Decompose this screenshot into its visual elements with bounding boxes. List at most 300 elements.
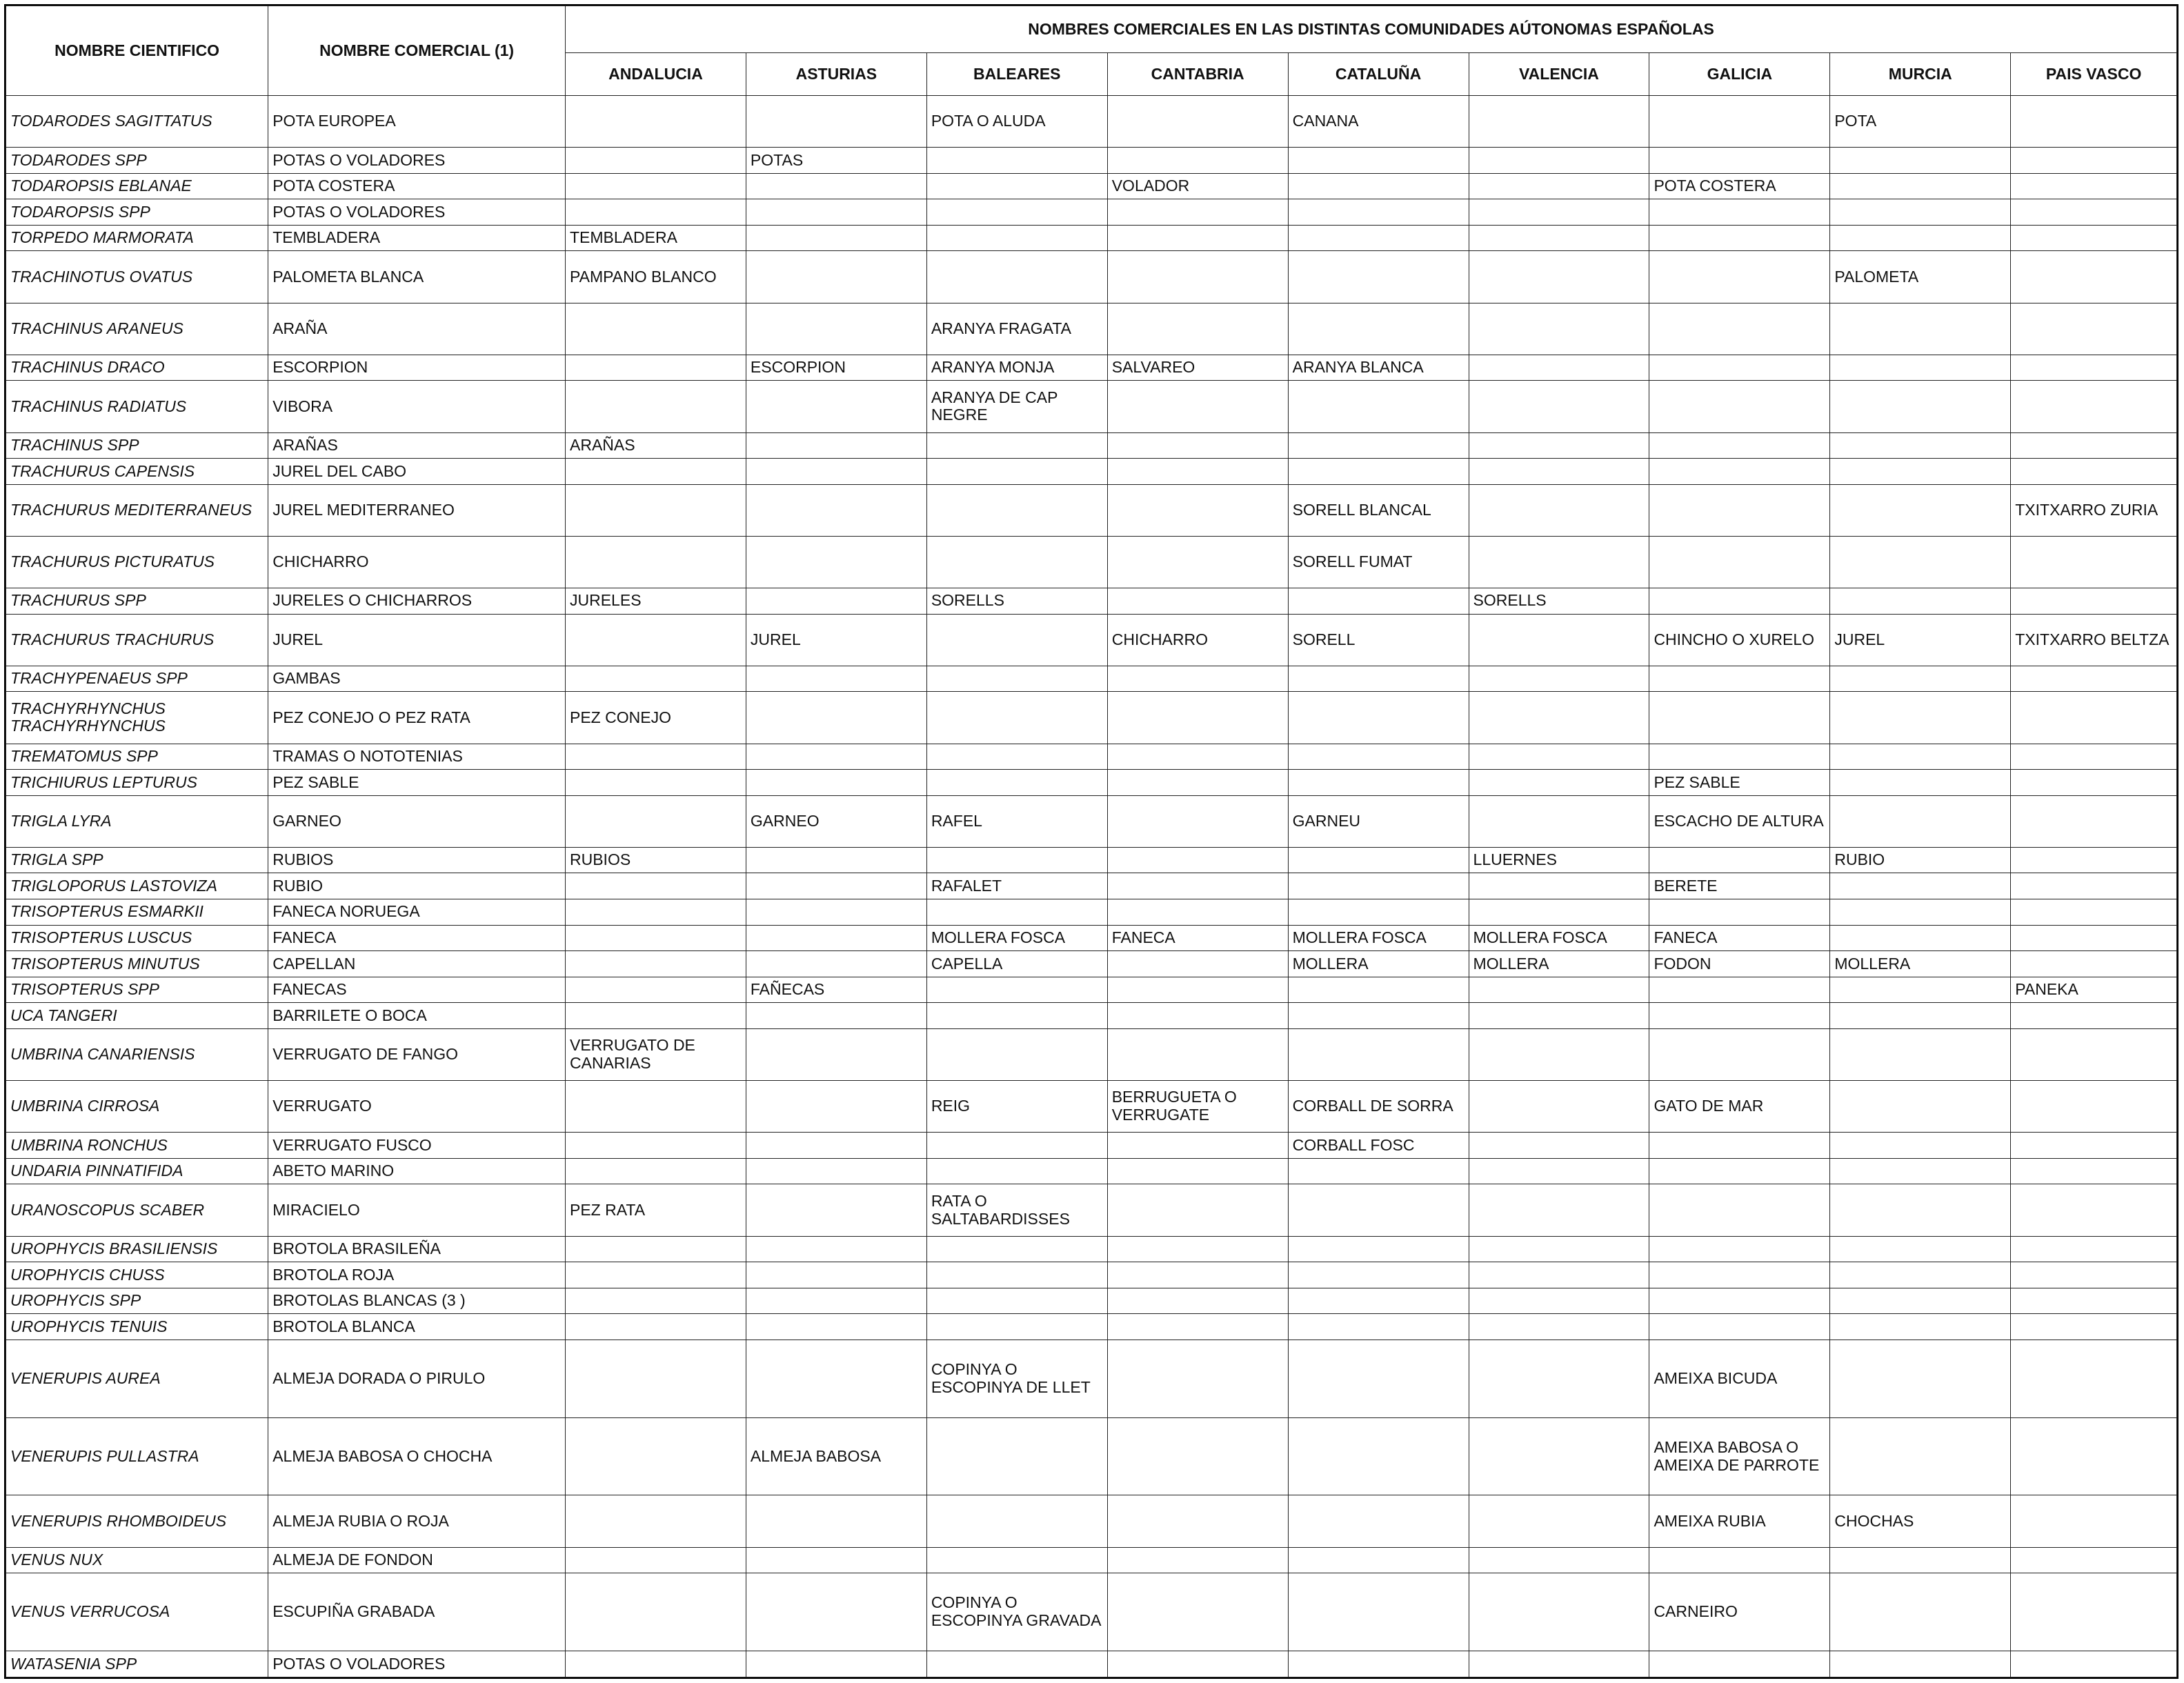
cataluna-cell bbox=[1288, 1314, 1469, 1340]
table-row bbox=[6, 303, 2177, 355]
cantabria-cell bbox=[1107, 666, 1288, 692]
murcia-cell bbox=[1830, 1133, 2011, 1159]
commercial-name-cell: BARRILETE O BOCA bbox=[268, 1003, 566, 1029]
scientific-name-cell: TRACHINOTUS OVATUS bbox=[6, 251, 268, 303]
murcia-cell: RUBIO bbox=[1830, 847, 2011, 873]
cantabria-cell: FANECA bbox=[1107, 925, 1288, 951]
valencia-cell bbox=[1469, 1288, 1649, 1314]
murcia-cell bbox=[1830, 744, 2011, 770]
commercial-name-cell: POTAS O VOLADORES bbox=[268, 148, 566, 174]
valencia-cell bbox=[1469, 692, 1649, 744]
valencia-cell bbox=[1469, 1184, 1649, 1236]
valencia-cell bbox=[1469, 1651, 1649, 1677]
asturias-cell bbox=[746, 303, 926, 355]
table-row bbox=[6, 1495, 2177, 1547]
pais-vasco-cell bbox=[2011, 1262, 2177, 1288]
asturias-cell bbox=[746, 1184, 926, 1236]
scientific-name-cell: TODARODES SPP bbox=[6, 148, 268, 174]
andalucia-cell bbox=[566, 770, 746, 796]
baleares-cell: RAFALET bbox=[926, 873, 1107, 899]
murcia-cell bbox=[1830, 484, 2011, 536]
scientific-name-cell: WATASENIA SPP bbox=[6, 1651, 268, 1677]
valencia-cell bbox=[1469, 536, 1649, 588]
baleares-cell bbox=[926, 536, 1107, 588]
commercial-name-cell: RUBIOS bbox=[268, 847, 566, 873]
valencia-cell bbox=[1469, 1495, 1649, 1547]
scientific-name-cell: TODARODES SAGITTATUS bbox=[6, 96, 268, 148]
galicia-cell: AMEIXA RUBIA bbox=[1649, 1495, 1830, 1547]
scientific-name-cell: TREMATOMUS SPP bbox=[6, 744, 268, 770]
valencia-cell: SORELLS bbox=[1469, 588, 1649, 615]
galicia-cell bbox=[1649, 588, 1830, 615]
valencia-cell bbox=[1469, 96, 1649, 148]
murcia-cell bbox=[1830, 1184, 2011, 1236]
asturias-cell bbox=[746, 1495, 926, 1547]
pais-vasco-cell bbox=[2011, 873, 2177, 899]
asturias-cell bbox=[746, 1573, 926, 1651]
pais-vasco-cell bbox=[2011, 795, 2177, 847]
valencia-cell bbox=[1469, 1028, 1649, 1080]
murcia-cell bbox=[1830, 199, 2011, 226]
species-names-table-sheet bbox=[4, 4, 2178, 1679]
valencia-cell bbox=[1469, 459, 1649, 485]
commercial-name-cell: POTA EUROPEA bbox=[268, 96, 566, 148]
andalucia-cell bbox=[566, 744, 746, 770]
cantabria-cell bbox=[1107, 1417, 1288, 1495]
andalucia-cell bbox=[566, 536, 746, 588]
commercial-name-cell: GAMBAS bbox=[268, 666, 566, 692]
pais-vasco-cell bbox=[2011, 1547, 2177, 1573]
cantabria-cell bbox=[1107, 873, 1288, 899]
cantabria-cell bbox=[1107, 692, 1288, 744]
valencia-cell bbox=[1469, 1340, 1649, 1417]
scientific-name-cell: TRACHURUS SPP bbox=[6, 588, 268, 615]
galicia-cell bbox=[1649, 744, 1830, 770]
asturias-cell bbox=[746, 96, 926, 148]
asturias-cell: JUREL bbox=[746, 614, 926, 666]
cataluna-cell: SORELL bbox=[1288, 614, 1469, 666]
scientific-name-cell: URANOSCOPUS SCABER bbox=[6, 1184, 268, 1236]
andalucia-cell bbox=[566, 1547, 746, 1573]
cantabria-cell bbox=[1107, 199, 1288, 226]
asturias-cell bbox=[746, 588, 926, 615]
header-regional-names-group: NOMBRES COMERCIALES EN LAS DISTINTAS COMUNIDADES AÚTONOMAS ESPAÑOLAS bbox=[566, 6, 2177, 53]
header-region-cataluna: CATALUÑA bbox=[1288, 53, 1469, 96]
table-row bbox=[6, 1417, 2177, 1495]
cataluna-cell bbox=[1288, 899, 1469, 926]
andalucia-cell bbox=[566, 96, 746, 148]
galicia-cell bbox=[1649, 1003, 1830, 1029]
andalucia-cell bbox=[566, 666, 746, 692]
murcia-cell bbox=[1830, 1236, 2011, 1262]
murcia-cell bbox=[1830, 925, 2011, 951]
valencia-cell bbox=[1469, 1158, 1649, 1184]
galicia-cell: AMEIXA BABOSA O AMEIXA DE PARROTE bbox=[1649, 1417, 1830, 1495]
asturias-cell bbox=[746, 925, 926, 951]
header-commercial-name: NOMBRE COMERCIAL (1) bbox=[268, 6, 566, 96]
galicia-cell bbox=[1649, 1158, 1830, 1184]
baleares-cell bbox=[926, 484, 1107, 536]
baleares-cell bbox=[926, 977, 1107, 1003]
cantabria-cell bbox=[1107, 432, 1288, 459]
valencia-cell bbox=[1469, 899, 1649, 926]
andalucia-cell bbox=[566, 1288, 746, 1314]
table-row bbox=[6, 873, 2177, 899]
pais-vasco-cell bbox=[2011, 1417, 2177, 1495]
commercial-name-cell: ESCUPIÑA GRABADA bbox=[268, 1573, 566, 1651]
andalucia-cell bbox=[566, 1417, 746, 1495]
table-row bbox=[6, 977, 2177, 1003]
table-row bbox=[6, 614, 2177, 666]
galicia-cell bbox=[1649, 1184, 1830, 1236]
valencia-cell bbox=[1469, 1314, 1649, 1340]
table-row bbox=[6, 1184, 2177, 1236]
valencia-cell bbox=[1469, 484, 1649, 536]
andalucia-cell: RUBIOS bbox=[566, 847, 746, 873]
andalucia-cell bbox=[566, 1262, 746, 1288]
andalucia-cell: TEMBLADERA bbox=[566, 225, 746, 251]
scientific-name-cell: VENERUPIS PULLASTRA bbox=[6, 1417, 268, 1495]
valencia-cell bbox=[1469, 1417, 1649, 1495]
pais-vasco-cell bbox=[2011, 148, 2177, 174]
baleares-cell: MOLLERA FOSCA bbox=[926, 925, 1107, 951]
pais-vasco-cell bbox=[2011, 199, 2177, 226]
galicia-cell bbox=[1649, 977, 1830, 1003]
commercial-name-cell: GARNEO bbox=[268, 795, 566, 847]
galicia-cell bbox=[1649, 899, 1830, 926]
galicia-cell bbox=[1649, 1651, 1830, 1677]
andalucia-cell bbox=[566, 795, 746, 847]
murcia-cell bbox=[1830, 148, 2011, 174]
asturias-cell: ALMEJA BABOSA bbox=[746, 1417, 926, 1495]
cantabria-cell bbox=[1107, 1651, 1288, 1677]
baleares-cell bbox=[926, 251, 1107, 303]
scientific-name-cell: TRACHINUS RADIATUS bbox=[6, 381, 268, 432]
pais-vasco-cell bbox=[2011, 536, 2177, 588]
commercial-name-cell: CHICHARRO bbox=[268, 536, 566, 588]
pais-vasco-cell: TXITXARRO BELTZA bbox=[2011, 614, 2177, 666]
table-body bbox=[6, 96, 2177, 1677]
galicia-cell bbox=[1649, 303, 1830, 355]
commercial-name-cell: PALOMETA BLANCA bbox=[268, 251, 566, 303]
table-row bbox=[6, 1158, 2177, 1184]
cantabria-cell bbox=[1107, 1003, 1288, 1029]
commercial-name-cell: ALMEJA DE FONDON bbox=[268, 1547, 566, 1573]
pais-vasco-cell bbox=[2011, 951, 2177, 977]
baleares-cell bbox=[926, 847, 1107, 873]
valencia-cell bbox=[1469, 199, 1649, 226]
commercial-name-cell: ABETO MARINO bbox=[268, 1158, 566, 1184]
andalucia-cell bbox=[566, 1340, 746, 1417]
pais-vasco-cell bbox=[2011, 1184, 2177, 1236]
baleares-cell: COPINYA O ESCOPINYA DE LLET bbox=[926, 1340, 1107, 1417]
cataluna-cell bbox=[1288, 173, 1469, 199]
table-row bbox=[6, 251, 2177, 303]
commercial-name-cell: BROTOLA ROJA bbox=[268, 1262, 566, 1288]
murcia-cell bbox=[1830, 899, 2011, 926]
pais-vasco-cell bbox=[2011, 1314, 2177, 1340]
scientific-name-cell: TORPEDO MARMORATA bbox=[6, 225, 268, 251]
andalucia-cell bbox=[566, 1236, 746, 1262]
galicia-cell bbox=[1649, 459, 1830, 485]
asturias-cell bbox=[746, 899, 926, 926]
cataluna-cell bbox=[1288, 1573, 1469, 1651]
cantabria-cell bbox=[1107, 148, 1288, 174]
galicia-cell bbox=[1649, 432, 1830, 459]
cataluna-cell: ARANYA BLANCA bbox=[1288, 355, 1469, 381]
cataluna-cell: CORBALL FOSC bbox=[1288, 1133, 1469, 1159]
pais-vasco-cell bbox=[2011, 1028, 2177, 1080]
cantabria-cell bbox=[1107, 1184, 1288, 1236]
baleares-cell bbox=[926, 1158, 1107, 1184]
galicia-cell bbox=[1649, 381, 1830, 432]
asturias-cell bbox=[746, 381, 926, 432]
baleares-cell bbox=[926, 1262, 1107, 1288]
commercial-name-cell: ALMEJA BABOSA O CHOCHA bbox=[268, 1417, 566, 1495]
table-row bbox=[6, 925, 2177, 951]
scientific-name-cell: TRIGLOPORUS LASTOVIZA bbox=[6, 873, 268, 899]
andalucia-cell bbox=[566, 925, 746, 951]
andalucia-cell bbox=[566, 977, 746, 1003]
cataluna-cell bbox=[1288, 873, 1469, 899]
valencia-cell bbox=[1469, 1573, 1649, 1651]
pais-vasco-cell bbox=[2011, 432, 2177, 459]
commercial-name-cell: PEZ SABLE bbox=[268, 770, 566, 796]
cataluna-cell bbox=[1288, 432, 1469, 459]
commercial-name-cell: JUREL MEDITERRANEO bbox=[268, 484, 566, 536]
asturias-cell bbox=[746, 1133, 926, 1159]
pais-vasco-cell bbox=[2011, 303, 2177, 355]
andalucia-cell bbox=[566, 1133, 746, 1159]
cataluna-cell bbox=[1288, 1262, 1469, 1288]
baleares-cell bbox=[926, 1651, 1107, 1677]
galicia-cell: GATO DE MAR bbox=[1649, 1081, 1830, 1133]
cantabria-cell bbox=[1107, 303, 1288, 355]
asturias-cell bbox=[746, 1158, 926, 1184]
asturias-cell bbox=[746, 1547, 926, 1573]
valencia-cell: MOLLERA FOSCA bbox=[1469, 925, 1649, 951]
andalucia-cell: PEZ RATA bbox=[566, 1184, 746, 1236]
commercial-name-cell: RUBIO bbox=[268, 873, 566, 899]
header-region-valencia: VALENCIA bbox=[1469, 53, 1649, 96]
andalucia-cell: JURELES bbox=[566, 588, 746, 615]
valencia-cell bbox=[1469, 432, 1649, 459]
murcia-cell: PALOMETA bbox=[1830, 251, 2011, 303]
murcia-cell bbox=[1830, 1262, 2011, 1288]
commercial-name-cell: BROTOLA BLANCA bbox=[268, 1314, 566, 1340]
asturias-cell: FAÑECAS bbox=[746, 977, 926, 1003]
baleares-cell bbox=[926, 1417, 1107, 1495]
cataluna-cell bbox=[1288, 199, 1469, 226]
valencia-cell bbox=[1469, 744, 1649, 770]
commercial-name-cell: ARAÑAS bbox=[268, 432, 566, 459]
cantabria-cell: SALVAREO bbox=[1107, 355, 1288, 381]
table-row bbox=[6, 692, 2177, 744]
cantabria-cell bbox=[1107, 588, 1288, 615]
table-row bbox=[6, 1547, 2177, 1573]
header-region-murcia: MURCIA bbox=[1830, 53, 2011, 96]
scientific-name-cell: TRACHINUS DRACO bbox=[6, 355, 268, 381]
galicia-cell: FODON bbox=[1649, 951, 1830, 977]
commercial-name-cell: CAPELLAN bbox=[268, 951, 566, 977]
cantabria-cell bbox=[1107, 1573, 1288, 1651]
pais-vasco-cell bbox=[2011, 173, 2177, 199]
scientific-name-cell: TRISOPTERUS SPP bbox=[6, 977, 268, 1003]
table-row bbox=[6, 355, 2177, 381]
cantabria-cell bbox=[1107, 847, 1288, 873]
murcia-cell bbox=[1830, 1651, 2011, 1677]
cantabria-cell bbox=[1107, 459, 1288, 485]
header-region-cantabria: CANTABRIA bbox=[1107, 53, 1288, 96]
andalucia-cell bbox=[566, 1003, 746, 1029]
pais-vasco-cell bbox=[2011, 847, 2177, 873]
pais-vasco-cell bbox=[2011, 925, 2177, 951]
scientific-name-cell: TRICHIURUS LEPTURUS bbox=[6, 770, 268, 796]
table-row bbox=[6, 1028, 2177, 1080]
valencia-cell: LLUERNES bbox=[1469, 847, 1649, 873]
pais-vasco-cell: PANEKA bbox=[2011, 977, 2177, 1003]
scientific-name-cell: UROPHYCIS SPP bbox=[6, 1288, 268, 1314]
commercial-name-cell: MIRACIELO bbox=[268, 1184, 566, 1236]
table-row bbox=[6, 381, 2177, 432]
asturias-cell bbox=[746, 1262, 926, 1288]
baleares-cell bbox=[926, 148, 1107, 174]
valencia-cell bbox=[1469, 251, 1649, 303]
scientific-name-cell: UROPHYCIS CHUSS bbox=[6, 1262, 268, 1288]
baleares-cell: SORELLS bbox=[926, 588, 1107, 615]
cataluna-cell bbox=[1288, 847, 1469, 873]
commercial-name-cell: POTAS O VOLADORES bbox=[268, 1651, 566, 1677]
andalucia-cell: ARAÑAS bbox=[566, 432, 746, 459]
baleares-cell bbox=[926, 666, 1107, 692]
cataluna-cell bbox=[1288, 1003, 1469, 1029]
murcia-cell bbox=[1830, 432, 2011, 459]
cantabria-cell: BERRUGUETA O VERRUGATE bbox=[1107, 1081, 1288, 1133]
commercial-name-cell: BROTOLAS BLANCAS (3 ) bbox=[268, 1288, 566, 1314]
murcia-cell bbox=[1830, 1288, 2011, 1314]
andalucia-cell bbox=[566, 873, 746, 899]
table-row bbox=[6, 744, 2177, 770]
asturias-cell bbox=[746, 847, 926, 873]
commercial-name-cell: JUREL bbox=[268, 614, 566, 666]
scientific-name-cell: UROPHYCIS TENUIS bbox=[6, 1314, 268, 1340]
scientific-name-cell: TRACHINUS ARANEUS bbox=[6, 303, 268, 355]
cantabria-cell bbox=[1107, 1495, 1288, 1547]
cantabria-cell bbox=[1107, 1158, 1288, 1184]
murcia-cell bbox=[1830, 1081, 2011, 1133]
galicia-cell: CARNEIRO bbox=[1649, 1573, 1830, 1651]
galicia-cell bbox=[1649, 666, 1830, 692]
pais-vasco-cell bbox=[2011, 1340, 2177, 1417]
scientific-name-cell: TRISOPTERUS ESMARKII bbox=[6, 899, 268, 926]
murcia-cell: MOLLERA bbox=[1830, 951, 2011, 977]
scientific-name-cell: TRIGLA LYRA bbox=[6, 795, 268, 847]
header-region-galicia: GALICIA bbox=[1649, 53, 1830, 96]
baleares-cell bbox=[926, 1314, 1107, 1340]
galicia-cell bbox=[1649, 1288, 1830, 1314]
header-region-andalucia: ANDALUCIA bbox=[566, 53, 746, 96]
pais-vasco-cell: TXITXARRO ZURIA bbox=[2011, 484, 2177, 536]
murcia-cell bbox=[1830, 1417, 2011, 1495]
cataluna-cell: CORBALL DE SORRA bbox=[1288, 1081, 1469, 1133]
asturias-cell bbox=[746, 1003, 926, 1029]
murcia-cell bbox=[1830, 355, 2011, 381]
andalucia-cell: PAMPANO BLANCO bbox=[566, 251, 746, 303]
scientific-name-cell: UMBRINA RONCHUS bbox=[6, 1133, 268, 1159]
baleares-cell: CAPELLA bbox=[926, 951, 1107, 977]
table-row bbox=[6, 173, 2177, 199]
baleares-cell: ARANYA FRAGATA bbox=[926, 303, 1107, 355]
cataluna-cell bbox=[1288, 977, 1469, 1003]
commercial-name-cell: VERRUGATO DE FANGO bbox=[268, 1028, 566, 1080]
pais-vasco-cell bbox=[2011, 96, 2177, 148]
cataluna-cell bbox=[1288, 1547, 1469, 1573]
valencia-cell bbox=[1469, 1133, 1649, 1159]
pais-vasco-cell bbox=[2011, 770, 2177, 796]
cantabria-cell bbox=[1107, 1262, 1288, 1288]
baleares-cell bbox=[926, 432, 1107, 459]
cantabria-cell bbox=[1107, 951, 1288, 977]
table-row bbox=[6, 847, 2177, 873]
cataluna-cell: SORELL BLANCAL bbox=[1288, 484, 1469, 536]
galicia-cell bbox=[1649, 1028, 1830, 1080]
cantabria-cell: VOLADOR bbox=[1107, 173, 1288, 199]
table-row bbox=[6, 148, 2177, 174]
cataluna-cell bbox=[1288, 1417, 1469, 1495]
table-row bbox=[6, 899, 2177, 926]
pais-vasco-cell bbox=[2011, 1133, 2177, 1159]
murcia-cell bbox=[1830, 1547, 2011, 1573]
pais-vasco-cell bbox=[2011, 692, 2177, 744]
murcia-cell bbox=[1830, 1340, 2011, 1417]
baleares-cell bbox=[926, 225, 1107, 251]
galicia-cell: PEZ SABLE bbox=[1649, 770, 1830, 796]
asturias-cell bbox=[746, 1340, 926, 1417]
commercial-name-cell: BROTOLA BRASILEÑA bbox=[268, 1236, 566, 1262]
pais-vasco-cell bbox=[2011, 459, 2177, 485]
galicia-cell: BERETE bbox=[1649, 873, 1830, 899]
galicia-cell bbox=[1649, 225, 1830, 251]
table-row bbox=[6, 199, 2177, 226]
commercial-name-cell: ALMEJA RUBIA O ROJA bbox=[268, 1495, 566, 1547]
baleares-cell: POTA O ALUDA bbox=[926, 96, 1107, 148]
cataluna-cell bbox=[1288, 1495, 1469, 1547]
murcia-cell bbox=[1830, 1003, 2011, 1029]
baleares-cell bbox=[926, 459, 1107, 485]
cantabria-cell bbox=[1107, 899, 1288, 926]
baleares-cell: ARANYA MONJA bbox=[926, 355, 1107, 381]
baleares-cell bbox=[926, 692, 1107, 744]
cataluna-cell: GARNEU bbox=[1288, 795, 1469, 847]
murcia-cell bbox=[1830, 588, 2011, 615]
asturias-cell bbox=[746, 873, 926, 899]
andalucia-cell bbox=[566, 459, 746, 485]
murcia-cell bbox=[1830, 225, 2011, 251]
murcia-cell bbox=[1830, 977, 2011, 1003]
andalucia-cell bbox=[566, 1573, 746, 1651]
cataluna-cell bbox=[1288, 1028, 1469, 1080]
asturias-cell bbox=[746, 251, 926, 303]
galicia-cell bbox=[1649, 148, 1830, 174]
asturias-cell bbox=[746, 1028, 926, 1080]
pais-vasco-cell bbox=[2011, 744, 2177, 770]
galicia-cell bbox=[1649, 355, 1830, 381]
cantabria-cell bbox=[1107, 96, 1288, 148]
cantabria-cell bbox=[1107, 536, 1288, 588]
scientific-name-cell: TRACHYPENAEUS SPP bbox=[6, 666, 268, 692]
cataluna-cell bbox=[1288, 381, 1469, 432]
andalucia-cell bbox=[566, 1495, 746, 1547]
